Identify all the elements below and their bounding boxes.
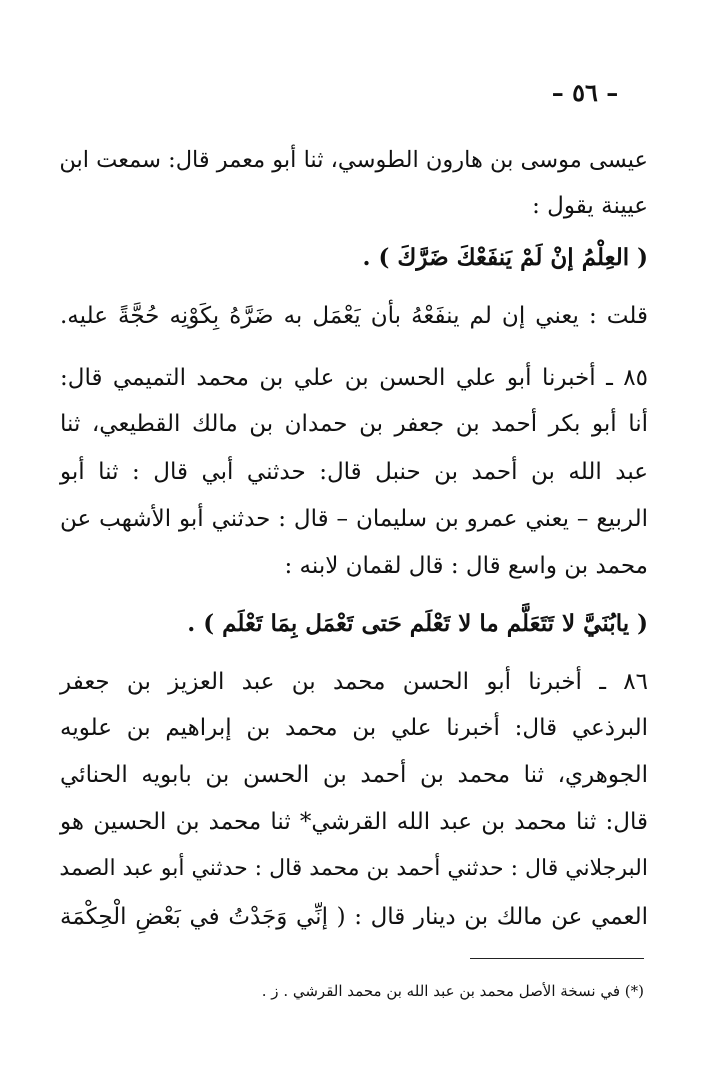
quote-line-2: ( يابُنَيَّ لا تَتَعَلَّم ما لا تَعْلَم حَتى تَعْمَل بِمَا تَعْلَم ) . <box>187 610 648 637</box>
hadith-86-line-3: الجوهري، ثنا محمد بن أحمد بن الحسن بن بابويه الحنائي <box>60 762 648 788</box>
hadith-85-line-2: أنا أبو بكر أحمد بن جعفر بن حمدان بن مالك القطيعي، ثنا <box>60 411 648 437</box>
hadith-85-line-1: ٨٥ ـ أخبرنا أبو علي الحسن بن علي بن محمد التميمي قال: <box>60 365 648 391</box>
hadith-86-line-4: قال: ثنا محمد بن عبد الله القرشي* ثنا محمد بن الحسين هو <box>60 809 648 835</box>
footnote: (*) في نسخة الأصل محمد بن عبد الله بن محمد القرشي . ز . <box>261 982 644 1000</box>
hadith-86-line-1: ٨٦ ـ أخبرنا أبو الحسن محمد بن عبد العزيز بن جعفر <box>60 669 648 695</box>
page-number: – ٥٦ – <box>551 78 619 107</box>
hadith-86-line-2: البرذعي قال: أخبرنا علي بن محمد بن إبراهيم بن علويه <box>60 715 648 741</box>
hadith-86-line-5: البرجلاني قال : حدثني أحمد بن محمد قال : حدثني أبو عبد الصمد <box>59 856 648 881</box>
hadith-85-line-5: محمد بن واسع قال : قال لقمان لابنه : <box>284 553 648 579</box>
text-line-1: عيسى موسى بن هارون الطوسي، ثنا أبو معمر قال: سمعت ابن <box>59 147 648 173</box>
hadith-85-line-3: عبد الله بن أحمد بن حنبل قال: حدثني أبي قال : ثنا أبو <box>60 459 648 485</box>
text-line-3: قلت : يعني إن لم ينفَعْهُ بأن يَعْمَل به ضَرَّهُ بِكَوْنِه حُجَّةً عليه. <box>60 303 648 329</box>
text-line-2: عيينة يقول : <box>532 193 648 219</box>
hadith-85-line-4: الربيع – يعني عمرو بن سليمان – قال : حدثني أبو الأشهب عن <box>60 506 648 532</box>
footnote-divider <box>470 958 644 959</box>
hadith-86-line-6: العمي عن مالك بن دينار قال : ( إنِّي وَجَدْتُ في بَعْضِ الْحِكْمَة <box>60 904 648 930</box>
quote-line-1: ( العِلْمُ إنْ لَمْ يَنفَعْكَ ضَرَّكَ ) . <box>362 244 648 271</box>
